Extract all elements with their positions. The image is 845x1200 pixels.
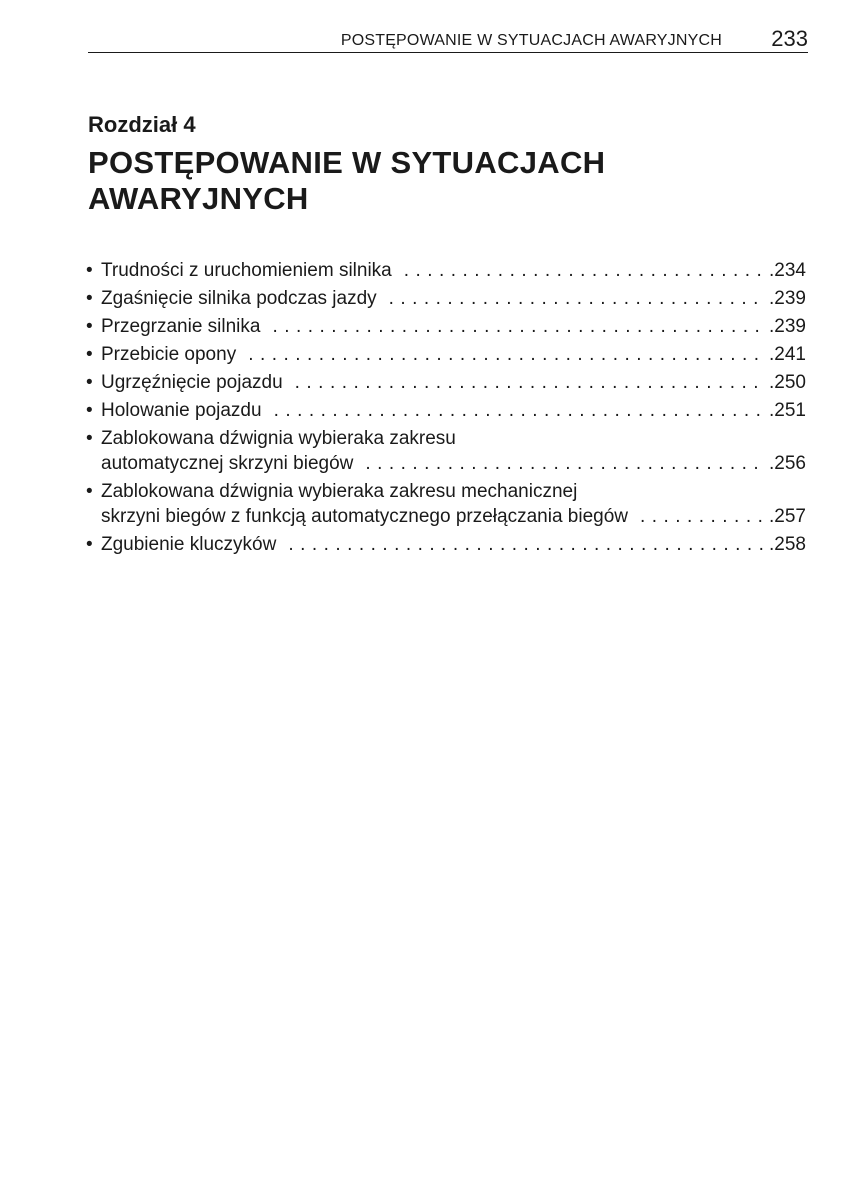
dot-leader [389,286,765,311]
toc-entry-page: .241 [769,344,806,365]
toc-entry-page: .251 [769,400,806,421]
dot-leader [365,451,765,476]
toc-entry-overheating[interactable] [86,314,806,339]
page-header [88,24,808,53]
toc-entry-title: Holowanie pojazdu [101,400,262,421]
toc-entry-lost-keys[interactable] [86,532,806,557]
toc-entry-page: .234 [769,260,806,281]
dot-leader [295,370,765,395]
toc-entry-title: Przegrzanie silnika [101,316,261,337]
table-of-contents [86,258,806,560]
toc-entry-stuck-vehicle[interactable] [86,370,806,395]
toc-entry-page: .239 [769,316,806,337]
bullet-icon: • [86,481,93,502]
running-header-title: POSTĘPOWANIE W SYTUACJACH AWARYJNYCH [340,32,722,49]
page-number: 233 [771,26,808,51]
bullet-icon: • [86,428,93,449]
toc-entry-page: .239 [769,288,806,309]
bullet-icon: • [86,534,93,555]
chapter-title [88,145,788,217]
bullet-icon: • [86,260,93,281]
toc-entry-towing[interactable] [86,398,806,423]
chapter-label: Rozdział 4 [88,112,196,137]
toc-entry-title: automatycznej skrzyni biegów [101,453,354,474]
toc-entry-shift-lock-automatic[interactable] [86,426,806,476]
dot-leader [640,504,765,529]
toc-entry-title-line-1: Zablokowana dźwignia wybieraka zakresu [101,428,456,449]
toc-entry-title: Trudności z uruchomieniem silnika [101,260,392,281]
bullet-icon: • [86,372,93,393]
bullet-icon: • [86,288,93,309]
toc-entry-flat-tire[interactable] [86,342,806,367]
toc-entry-title: Zgaśnięcie silnika podczas jazdy [101,288,377,309]
toc-entry-shift-lock-manual[interactable] [86,479,806,529]
toc-entry-page: .250 [769,372,806,393]
toc-entry-title: Ugrzęźnięcie pojazdu [101,372,283,393]
dot-leader [274,398,765,423]
chapter-title-line-2: AWARYJNYCH [88,181,309,216]
bullet-icon: • [86,316,93,337]
dot-leader [288,532,765,557]
toc-entry-page: .257 [769,506,806,527]
toc-entry-title: Zgubienie kluczyków [101,534,277,555]
toc-entry-page: .258 [769,534,806,555]
toc-entry-engine-start[interactable] [86,258,806,283]
toc-entry-page: .256 [769,453,806,474]
toc-entry-title: skrzyni biegów z funkcją automatycznego przełączania biegów [101,506,628,527]
toc-entry-title: Przebicie opony [101,344,237,365]
bullet-icon: • [86,400,93,421]
dot-leader [272,314,765,339]
toc-entry-engine-stall[interactable] [86,286,806,311]
dot-leader [404,258,765,283]
bullet-icon: • [86,344,93,365]
toc-entry-title-line-1: Zablokowana dźwignia wybieraka zakresu mechanicznej [101,481,578,502]
dot-leader [248,342,765,367]
chapter-title-line-1: POSTĘPOWANIE W SYTUACJACH [88,145,606,180]
